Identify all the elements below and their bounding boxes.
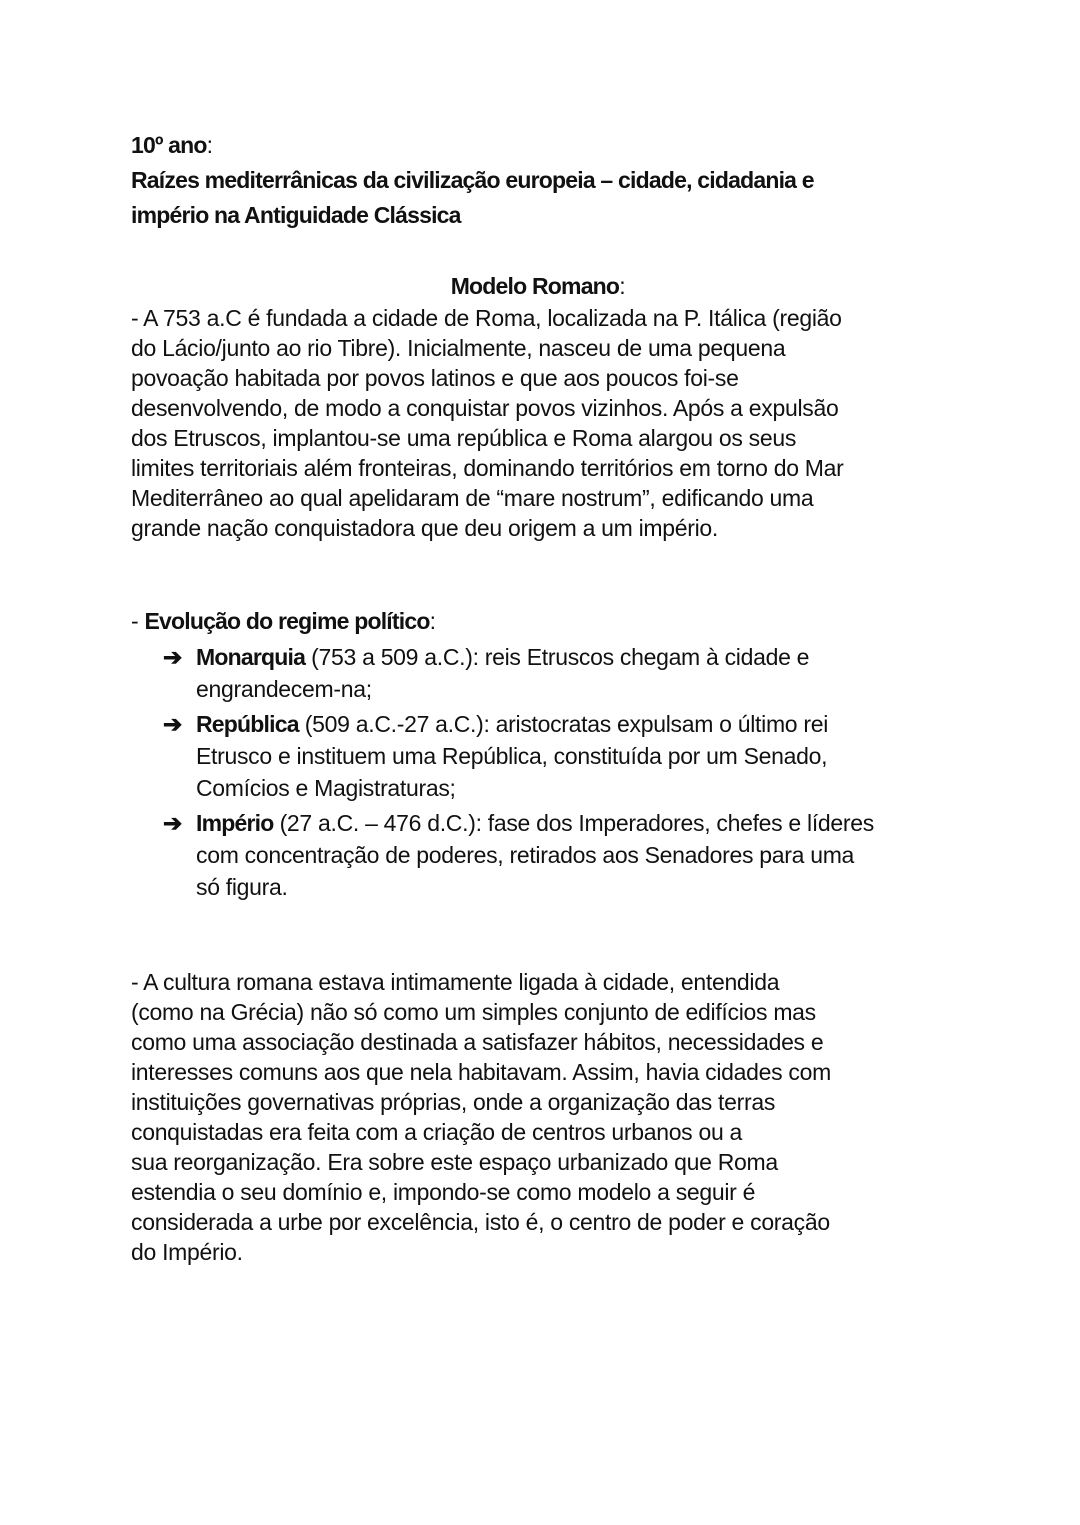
item-term: República: [196, 711, 299, 737]
paragraph-line: (como na Grécia) não só como um simples conjunto de edifícios mas: [131, 999, 816, 1025]
culture-paragraph: [131, 967, 831, 1267]
evolution-heading-suffix: :: [429, 608, 436, 634]
grade-label: [131, 128, 814, 163]
item-text-line: Etrusco e instituem uma República, constituída por um Senado,: [196, 743, 828, 769]
arrow-icon: ➔: [163, 644, 182, 670]
paragraph-line: grande nação conquistadora que deu origem a um império.: [131, 515, 718, 541]
list-item-imperio: [163, 807, 874, 903]
arrow-icon: ➔: [163, 810, 182, 836]
intro-paragraph: [131, 303, 844, 543]
item-text: (753 a 509 a.C.): reis Etruscos chegam à cidade e: [305, 644, 810, 670]
grade-suffix: :: [206, 132, 213, 158]
arrow-icon: ➔: [163, 711, 182, 737]
paragraph-line: povoação habitada por povos latinos e que aos poucos foi-se: [131, 365, 739, 391]
dash: -: [131, 608, 145, 634]
document-header: [131, 128, 814, 233]
section-title-suffix: :: [619, 273, 626, 299]
title-line: império na Antiguidade Clássica: [131, 202, 461, 228]
paragraph-line: do Império.: [131, 1239, 243, 1265]
grade-text: 10º ano: [131, 132, 207, 158]
section-title-text: Modelo Romano: [450, 273, 620, 299]
regime-list: [163, 641, 874, 906]
paragraph-line: estendia o seu domínio e, impondo-se como modelo a seguir é: [131, 1179, 756, 1205]
paragraph-line: sua reorganização. Era sobre este espaço urbanizado que Roma: [131, 1149, 778, 1175]
paragraph-line: instituições governativas próprias, onde a organização das terras: [131, 1089, 776, 1115]
item-text-line: Comícios e Magistraturas;: [196, 775, 456, 801]
section-title: [0, 271, 1076, 301]
item-term: Império: [196, 810, 274, 836]
list-item-monarquia: [163, 641, 874, 705]
evolution-heading-text: Evolução do regime político: [144, 608, 430, 634]
title-line: Raízes mediterrânicas da civilização europeia – cidade, cidadania e: [131, 167, 814, 193]
item-text-line: engrandecem-na;: [196, 676, 372, 702]
paragraph-line: desenvolvendo, de modo a conquistar povos vizinhos. Após a expulsão: [131, 395, 839, 421]
paragraph-line: como uma associação destinada a satisfazer hábitos, necessidades e: [131, 1029, 824, 1055]
item-text: (27 a.C. – 476 d.C.): fase dos Imperadores, chefes e líderes: [273, 810, 874, 836]
paragraph-line: considerada a urbe por excelência, isto é, o centro de poder e coração: [131, 1209, 830, 1235]
paragraph-line: interesses comuns aos que nela habitavam. Assim, havia cidades com: [131, 1059, 831, 1085]
paragraph-line: - A cultura romana estava intimamente ligada à cidade, entendida: [131, 969, 780, 995]
item-term: Monarquia: [196, 644, 306, 670]
list-item-republica: [163, 708, 874, 804]
paragraph-line: limites territoriais além fronteiras, dominando territórios em torno do Mar: [131, 455, 844, 481]
paragraph-line: dos Etruscos, implantou-se uma república e Roma alargou os seus: [131, 425, 797, 451]
paragraph-line: conquistadas era feita com a criação de centros urbanos ou a: [131, 1119, 743, 1145]
item-text: (509 a.C.-27 a.C.): aristocratas expulsam o último rei: [298, 711, 829, 737]
paragraph-line: Mediterrâneo ao qual apelidaram de “mare nostrum”, edificando uma: [131, 485, 814, 511]
paragraph-line: do Lácio/junto ao rio Tibre). Inicialmente, nasceu de uma pequena: [131, 335, 786, 361]
item-text-line: com concentração de poderes, retirados aos Senadores para uma: [196, 842, 855, 868]
paragraph-line: - A 753 a.C é fundada a cidade de Roma, localizada na P. Itálica (região: [131, 305, 842, 331]
evolution-heading: [131, 606, 436, 636]
item-text-line: só figura.: [196, 874, 288, 900]
